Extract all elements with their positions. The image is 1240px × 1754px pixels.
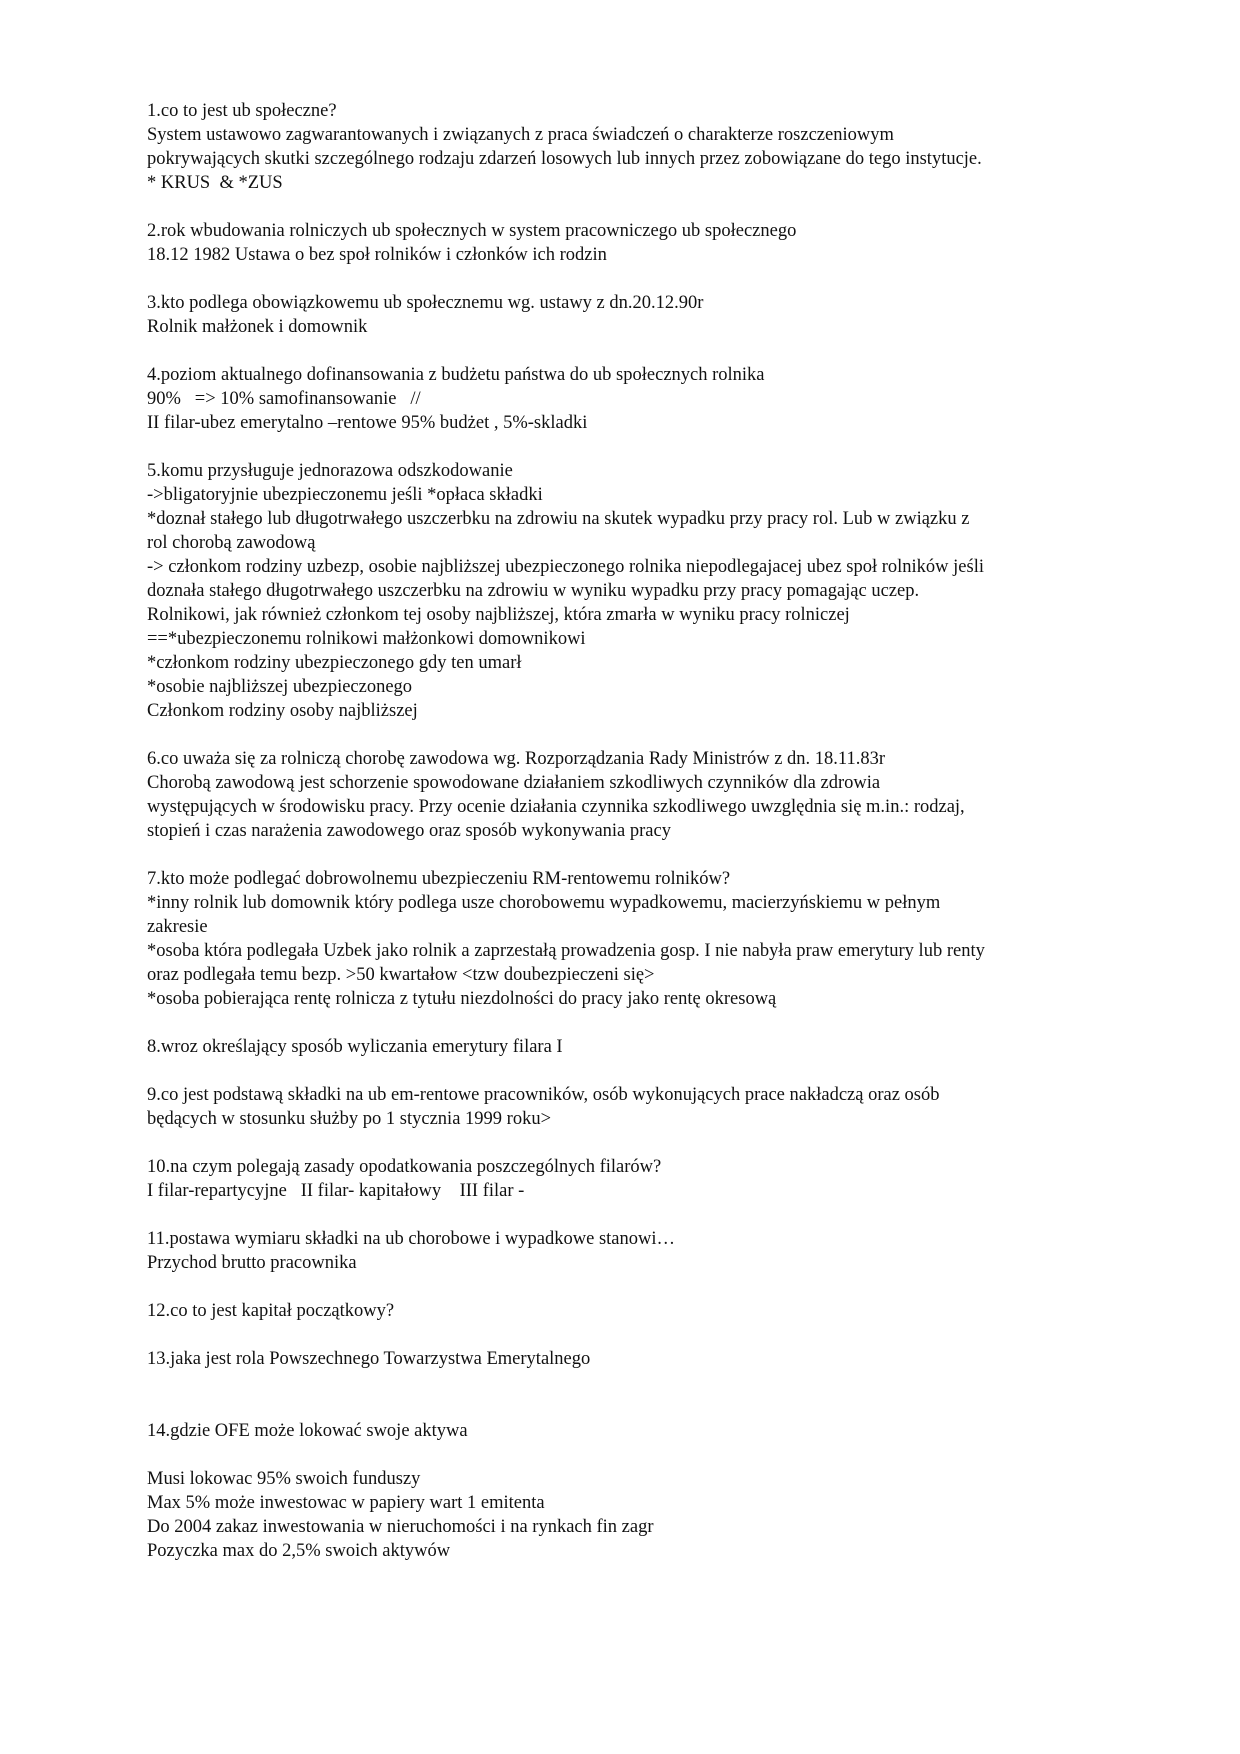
text-line: 10.na czym polegają zasady opodatkowania poszczególnych filarów? (147, 1157, 662, 1177)
paragraph-block (147, 1083, 1147, 1131)
paragraph-block (147, 747, 1147, 843)
text-line: Chorobą zawodową jest schorzenie spowodowane działaniem szkodliwych czynników dla zdrowia (147, 773, 881, 793)
text-line: doznała stałego długotrwałego uszczerbku na zdrowiu w wyniku wypadku przy pracy pomagając uczep. (147, 581, 920, 601)
text-line: Członkom rodziny osoby najbliższej (147, 701, 418, 721)
paragraph-block (147, 363, 1147, 435)
text-line: 3.kto podlega obowiązkowemu ub społecznemu wg. ustawy z dn.20.12.90r (147, 293, 704, 313)
text-line: 7.kto może podlegać dobrowolnemu ubezpieczeniu RM-rentowemu rolników? (147, 869, 731, 889)
paragraph-block (147, 867, 1147, 1011)
text-line: Max 5% może inwestowac w papiery wart 1 emitenta (147, 1493, 545, 1513)
text-line: *inny rolnik lub domownik który podlega usze chorobowemu wypadkowemu, macierzyńskiemu w pełnym (147, 893, 941, 913)
text-line: 5.komu przysługuje jednorazowa odszkodowanie (147, 461, 513, 481)
text-line: występujących w środowisku pracy. Przy ocenie działania czynnika szkodliwego uwzględnia się m.in.: rodzaj, (147, 797, 965, 817)
text-line: 4.poziom aktualnego dofinansowania z budżetu państwa do ub społecznych rolnika (147, 365, 765, 385)
text-line: 1.co to jest ub społeczne? (147, 101, 337, 121)
text-line: 2.rok wbudowania rolniczych ub społecznych w system pracowniczego ub społecznego (147, 221, 797, 241)
text-line: *osobie najbliższej ubezpieczonego (147, 677, 413, 697)
text-line: *członkom rodziny ubezpieczonego gdy ten umarł (147, 653, 522, 673)
text-line: *osoba pobierająca rentę rolnicza z tytułu niezdolności do pracy jako rentę okresową (147, 989, 777, 1009)
text-line: Rolnik małżonek i domownik (147, 317, 368, 337)
text-line: Rolnikowi, jak również członkom tej osoby najbliższej, która zmarła w wyniku pracy rolniczej (147, 605, 850, 625)
text-line: *doznał stałego lub długotrwałego uszczerbku na zdrowiu na skutek wypadku przy pracy rol. Lub w związku z (147, 509, 970, 529)
paragraph-block (147, 219, 1147, 267)
paragraph-block (147, 291, 1147, 339)
text-line: 90% => 10% samofinansowanie // (147, 389, 421, 409)
text-line: ==*ubezpieczonemu rolnikowi małżonkowi domownikowi (147, 629, 586, 649)
text-line: 13.jaka jest rola Powszechnego Towarzystwa Emerytalnego (147, 1349, 591, 1369)
text-line: *osoba która podlegała Uzbek jako rolnik a zaprzestałą prowadzenia gosp. I nie nabyła praw emerytury lub renty (147, 941, 985, 961)
text-line: 14.gdzie OFE może lokować swoje aktywa (147, 1421, 468, 1441)
text-line: 6.co uważa się za rolniczą chorobę zawodowa wg. Rozporządzania Rady Ministrów z dn. 18.11.83r (147, 749, 886, 769)
paragraph-block (147, 1299, 1147, 1323)
text-line: będących w stosunku służby po 1 stycznia 1999 roku> (147, 1109, 552, 1129)
text-line: zakresie (147, 917, 208, 937)
paragraph-block (147, 1419, 1147, 1443)
text-line: 12.co to jest kapitał początkowy? (147, 1301, 395, 1321)
text-line: II filar-ubez emerytalno –rentowe 95% budżet , 5%-skladki (147, 413, 588, 433)
text-line: Musi lokowac 95% swoich funduszy (147, 1469, 421, 1489)
text-line: Pozyczka max do 2,5% swoich aktywów (147, 1541, 451, 1561)
paragraph-block (147, 1227, 1147, 1275)
text-line: pokrywających skutki szczególnego rodzaju zdarzeń losowych lub innych przez zobowiązane do tego instytucje. (147, 149, 982, 169)
paragraph-block (147, 1467, 1147, 1563)
text-line: System ustawowo zagwarantowanych i związanych z praca świadczeń o charakterze roszczeniowym (147, 125, 894, 145)
paragraph-block (147, 1155, 1147, 1203)
text-line: 18.12 1982 Ustawa o bez społ rolników i członków ich rodzin (147, 245, 607, 265)
paragraph-block (147, 1035, 1147, 1059)
text-line: Przychod brutto pracownika (147, 1253, 357, 1273)
paragraph-block (147, 459, 1147, 723)
text-line: 8.wroz określający sposób wyliczania emerytury filara I (147, 1037, 563, 1057)
text-line: 9.co jest podstawą składki na ub em-rentowe pracowników, osób wykonujących prace nakładczą oraz osób (147, 1085, 940, 1105)
text-line: 11.postawa wymiaru składki na ub chorobowe i wypadkowe stanowi… (147, 1229, 675, 1249)
text-line: * KRUS & *ZUS (147, 173, 283, 193)
text-line: -> członkom rodziny uzbezp, osobie najbliższej ubezpieczonego rolnika niepodlegajacej ubez społ rolników jeśli (147, 557, 984, 577)
paragraph-block (147, 1347, 1147, 1371)
text-line: I filar-repartycyjne II filar- kapitałowy III filar - (147, 1181, 525, 1201)
paragraph-block (147, 99, 1147, 195)
text-line: oraz podlegała temu bezp. >50 kwartałow <tzw doubezpieczeni się> (147, 965, 655, 985)
text-line: Do 2004 zakaz inwestowania w nieruchomości i na rynkach fin zagr (147, 1517, 654, 1537)
text-line: rol chorobą zawodową (147, 533, 316, 553)
text-line: stopień i czas narażenia zawodowego oraz sposób wykonywania pracy (147, 821, 671, 841)
document-page (147, 99, 1147, 1587)
text-line: ->bligatoryjnie ubezpieczonemu jeśli *opłaca składki (147, 485, 543, 505)
